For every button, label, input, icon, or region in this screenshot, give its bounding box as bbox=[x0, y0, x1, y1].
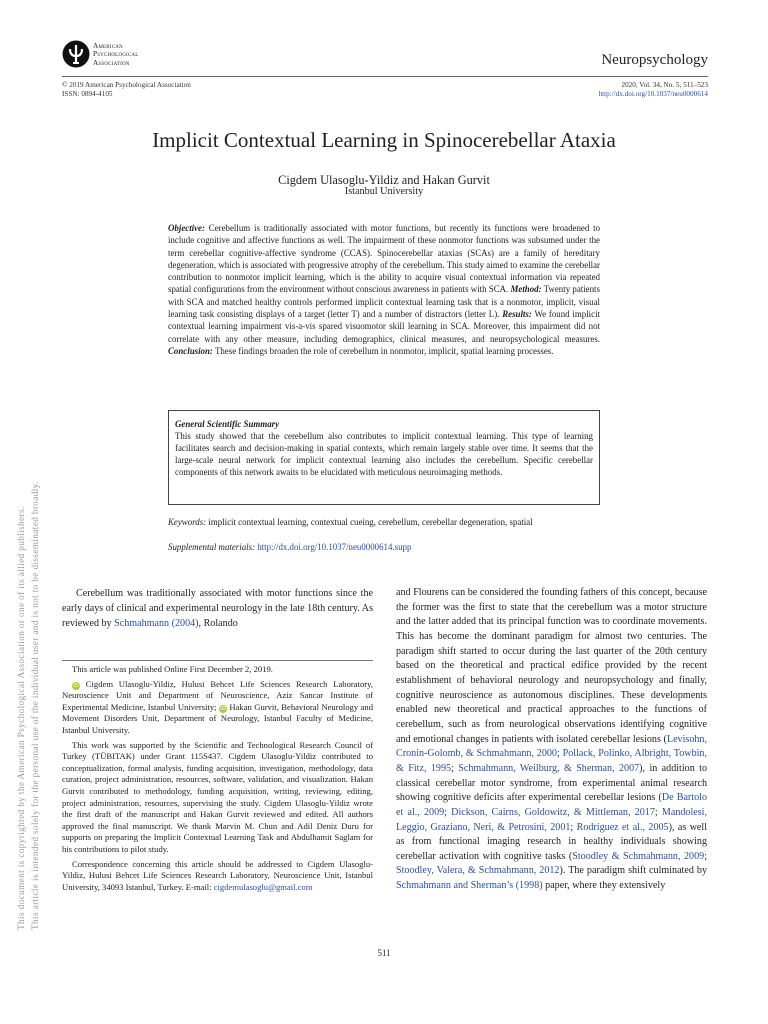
body-text: ), as well as from functional imaging research in healthy individuals showing cerebellar activation with cognitive tasks ( bbox=[396, 821, 708, 862]
body-text: ; bbox=[654, 806, 662, 818]
body-left-column bbox=[62, 586, 373, 631]
abstract-conclusion-label: Conclusion: bbox=[168, 345, 213, 356]
supplemental-link[interactable]: http://dx.doi.org/10.1037/neu0000614.supp bbox=[257, 542, 412, 552]
abstract-objective-text: Cerebellum is traditionally associated with motor functions, but recently its functions were broadened to include cognitive and affective functions as well. The impairment of these nonmotor functions was subsumed under the term cerebellar cognitive-affective syndrome (CCAS). Spinocerebellar ataxias (SCAs) are a family of hereditary degeneration, which is associated with progressive atrophy of the cerebellum. This study aimed to examine the cerebellar contribution to nonmotor implicit learning, which is the ability to acquire visual contextual information via repeated spatial configurations from the environment without conscious awareness in patients with SCA. bbox=[168, 223, 601, 295]
keywords-text: implicit contextual learning, contextual cueing, cerebellum, cerebellar degeneration, spatial bbox=[208, 517, 533, 527]
header-rule bbox=[62, 76, 708, 77]
citation-link[interactable]: Levisohn, Cronin-Golomb, & Schmahmann, 2000 bbox=[396, 733, 707, 760]
body-text: , Rolando bbox=[198, 618, 238, 629]
affiliation: Istanbul University bbox=[344, 186, 424, 197]
abstract bbox=[168, 222, 600, 357]
summary-title: General Scientific Summary bbox=[175, 419, 280, 429]
footnote-funding: This work was supported by the Scientific and Technological Research Council of Turkey (TÜBITAK) under Grant 115S437. Cigdem Ulasoglu-Yildiz contributed to conceptualization, formal analysis, funding acquisition, investigation, methodology, data curation, project administration, resources, software, validation, and visualization. Hakan Gurvit contributed to methodology, funding acquisition, writing, reviewing, editing, project administration, resources, supervising the study. Cigdem Ulasoglu-Yildiz wrote the first draft of the manuscript and Hakan Gurvit reviewed and edited. All authors approved the final manuscript. We thank Marvin M. Chun and Adil Deniz Duru for supports on preparing the Implicit Contextual Learning Task and Abdulhamit Saglam for his contributions to pilot study. bbox=[62, 739, 373, 854]
issn: ISSN: 0894-4105 bbox=[62, 89, 113, 98]
body-text: ; bbox=[444, 806, 452, 818]
abstract-method-text: Twenty patients with SCA and matched healthy controls performed implicit contextual learning task that is a nonmotor, implicit, visual learning task consisting displays of a target (letter T) and a number of distractors (letter L). bbox=[168, 284, 600, 320]
supplemental-label: Supplemental materials: bbox=[168, 542, 256, 552]
apa-logo bbox=[62, 40, 142, 74]
body-text: ), in addition to classical cerebellar motor syndrome, from experimental animal research showing cognitive deficits after experimental cerebellar lesions ( bbox=[396, 762, 707, 804]
body-paragraph bbox=[62, 586, 373, 631]
general-scientific-summary bbox=[168, 410, 600, 505]
footnote-affiliation-2: Hakan Gurvit, Behavioral Neurology and Movement Disorders Unit, Department of Neurology, Istanbul Faculty of Medicine, Istanbul University. bbox=[62, 701, 373, 735]
copyright-block bbox=[62, 81, 191, 98]
correspondence-text: Correspondence concerning this article should be addressed to Cigdem Ulasoglu-Yildiz, Hulusi Behcet Life Sciences Research Laboratory, Neuroscience Unit, Istanbul University, 34093 Istanbul, Turkey. E-mail: bbox=[62, 858, 373, 892]
body-text: ; bbox=[556, 748, 563, 760]
keywords bbox=[168, 516, 608, 528]
abstract-objective-label: Objective: bbox=[168, 223, 205, 233]
footnote-correspondence bbox=[62, 859, 373, 894]
citation: 2020, Vol. 34, No. 5, 511–523 bbox=[621, 81, 708, 89]
citation-block bbox=[599, 81, 708, 98]
keywords-label: Keywords: bbox=[168, 517, 207, 527]
body-text: ; bbox=[704, 850, 708, 862]
copyright-side-notice bbox=[16, 290, 43, 930]
body-text: Cerebellum was traditionally associated with motor functions since the early days of clinical and experimental neurology in the late 18th century. As reviewed by bbox=[62, 588, 373, 629]
side-notice-line-1: This document is copyrighted by the American Psychological Association or one of its allied publishers. bbox=[17, 506, 27, 930]
citation-link[interactable]: Stoodley, Valera, & Schmahmann, 2012 bbox=[396, 865, 560, 877]
body-text: paper, where they extensively bbox=[542, 880, 666, 892]
abstract-results-label: Results: bbox=[502, 309, 532, 320]
summary-text: This study showed that the cerebellum also contributes to implicit contextual learning. This type of learning facilitates search and decision-making in spatial contexts, which remain largely stable over time. It seems that the large-scale neural network for implicit contextual learning also includes the cerebellum. Specific cerebellar components of this network awaits to be elucidated with meticulous neuroimaging methods. bbox=[175, 431, 593, 478]
citation-link[interactable]: Schmahmann (2004) bbox=[114, 618, 199, 629]
copyright: © 2019 American Psychological Association bbox=[62, 81, 191, 89]
article-title: Implicit Contextual Learning in Spinocerebellar Ataxia bbox=[152, 128, 616, 152]
side-notice-line-2: This article is intended solely for the personal use of the individual user and is not to be disseminated broadly. bbox=[30, 481, 41, 930]
citation-link[interactable]: De Bartolo et al., 2009 bbox=[396, 792, 707, 818]
body-text: ). The paradigm shift culminated by bbox=[559, 865, 707, 877]
journal-name: Neuropsychology bbox=[601, 52, 708, 68]
body-text: ; bbox=[451, 762, 459, 774]
apa-logo-text: American Psychological Association bbox=[93, 42, 139, 67]
footnote-affiliation-1: Cigdem Ulasoglu-Yildiz, Hulusi Behcet Life Sciences Research Laboratory, Neuroscience Unit and Department of Neuroscience, Aziz Sancar Institute of Experimental Medicine, Istanbul University; bbox=[62, 678, 373, 712]
authors: Cigdem Ulasoglu-Yildiz and Hakan Gurvit bbox=[278, 173, 490, 187]
citation-link[interactable]: Dickson, Cairns, Goldowitz, & Mittleman, 2017 bbox=[451, 806, 655, 818]
doi-link[interactable]: http://dx.doi.org/10.1037/neu0000614 bbox=[598, 89, 708, 98]
body-text: ; bbox=[570, 821, 577, 833]
orcid-icon[interactable]: iD bbox=[220, 705, 226, 712]
page-number: 511 bbox=[377, 948, 391, 958]
body-right-column bbox=[396, 586, 707, 894]
supplemental-materials bbox=[168, 541, 608, 553]
abstract-conclusion-text: These findings broaden the role of cerebellum in nonmotor, implicit, spatial learning processes. bbox=[214, 345, 554, 356]
citation-link[interactable]: Stoodley & Schmahmann, 2009 bbox=[572, 850, 705, 862]
orcid-icon[interactable]: iD bbox=[73, 682, 79, 689]
citation-link[interactable]: Mandolesi, Leggio, Graziano, Neri, & Petrosini, 2001 bbox=[396, 806, 708, 833]
footnotes bbox=[62, 660, 373, 896]
abstract-results-text: We found implicit contextual learning impairment vis-a-vis spared visuomotor skill learning in SCA. Moreover, this impairment did not correlate with any other measure, including demographics, clinical measures, and neuropsychological measures. bbox=[168, 309, 601, 344]
citation-link[interactable]: Pollack, Polinko, Albright, Towbin, & Fitz, 1995 bbox=[396, 748, 708, 774]
footnote-affiliations bbox=[62, 679, 373, 737]
citation-link[interactable]: Schmahmann and Sherman’s (1998) bbox=[396, 880, 543, 892]
apa-psi-logo-icon bbox=[62, 40, 90, 68]
abstract-method-label: Method: bbox=[510, 284, 542, 295]
citation-link[interactable]: Schmahmann, Weilburg, & Sherman, 2007 bbox=[458, 762, 640, 774]
citation-link[interactable]: Rodríguez et al., 2005 bbox=[576, 821, 669, 833]
body-text: and Flourens can be considered the founding fathers of this concept, because the former was the first to state that the cerebellum was a motor structure and the latter added that its principal function was to coordinate movements. This has become the dominant paradigm for almost two centuries. The paradigm shift started to occur during the last quarter of the 20th century based on the theoretical and practical edifice provided by the recent establishment of behavioral neurology and neuropsychology and finally, cognitive neuroscience as autonomous disciplines. These developments enabled new theoretical and practical approaches to the functions of cerebellum, such as from neurological observations identifying cognitive and emotional changes in patients with isolated cerebellar lesions ( bbox=[396, 587, 707, 745]
email-link[interactable]: cigdemulasoglu@gmail.com bbox=[213, 881, 313, 892]
footnote-published: This article was published Online First December 2, 2019. bbox=[72, 664, 273, 674]
